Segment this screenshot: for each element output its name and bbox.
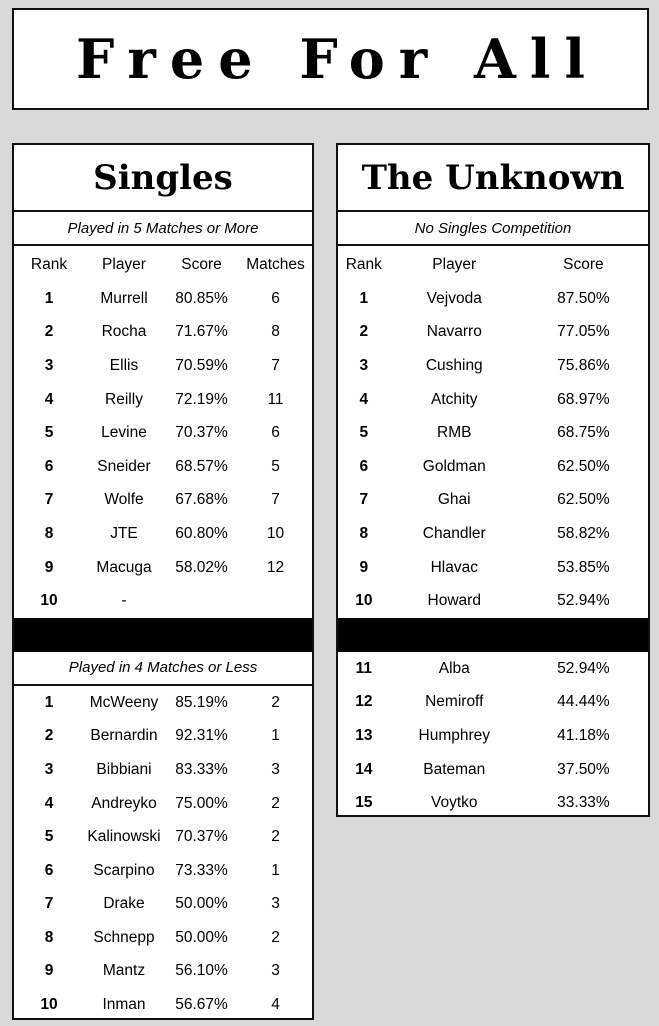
cell-player: Vejvoda (426, 289, 482, 307)
cell-rank: 9 (44, 962, 54, 980)
cell-player: Nemiroff (425, 693, 484, 711)
cell-player: Alba (438, 659, 470, 677)
cell-player: Hlavac (430, 558, 478, 576)
cell-rank: 5 (44, 828, 54, 846)
unknown-section2-rows (338, 652, 648, 820)
cell-score: 53.85% (557, 558, 610, 576)
cell-score: 72.19% (175, 390, 228, 408)
cell-player: Humphrey (418, 726, 490, 744)
cell-player: Rocha (101, 323, 147, 341)
table-row (14, 450, 312, 484)
table-row (14, 720, 312, 754)
cell-rank: 2 (44, 323, 54, 341)
table-row (338, 316, 648, 350)
table-row (338, 282, 648, 316)
table-row (14, 787, 312, 821)
cell-score: 70.37% (175, 828, 228, 846)
cell-matches: 10 (266, 524, 285, 542)
cell-rank: 4 (44, 794, 54, 812)
cell-player: Levine (101, 424, 147, 442)
cell-rank: 2 (44, 727, 54, 745)
cell-player: Cushing (425, 356, 483, 374)
table-row (14, 854, 312, 888)
cell-score: 52.94% (557, 592, 610, 610)
cell-player: Bateman (423, 760, 486, 778)
cell-score: 70.59% (175, 356, 228, 374)
cell-rank: 12 (355, 693, 373, 711)
cell-rank: 10 (40, 592, 58, 610)
table-row (338, 753, 648, 787)
cell-score: 68.57% (175, 457, 228, 475)
cell-player: Scarpino (93, 861, 155, 879)
table-row (338, 450, 648, 484)
cell-matches: 6 (271, 424, 280, 442)
unknown-column-headers (338, 246, 648, 282)
column-header-rank: Rank (30, 256, 68, 273)
table-row (14, 517, 312, 551)
cell-score: 83.33% (175, 760, 228, 778)
cell-matches: 1 (271, 861, 280, 879)
cell-matches: 2 (271, 794, 280, 812)
table-row (338, 686, 648, 720)
cell-score: 41.18% (557, 726, 610, 744)
cell-player: Bernardin (90, 727, 158, 745)
table-row (14, 686, 312, 720)
cell-score: 52.94% (557, 659, 610, 677)
cell-player: Howard (427, 592, 481, 610)
cell-rank: 6 (44, 457, 54, 475)
cell-matches: 7 (271, 491, 280, 509)
cell-rank: 5 (44, 424, 54, 442)
cell-rank: 9 (359, 558, 369, 576)
table-row (338, 383, 648, 417)
cell-rank: 7 (359, 491, 369, 509)
cell-matches: 1 (271, 727, 280, 745)
column-header-matches: Matches (246, 256, 305, 273)
cell-rank: 9 (44, 558, 54, 576)
singles-column-headers (14, 246, 312, 282)
cell-score: 75.00% (175, 794, 228, 812)
cell-score: 77.05% (557, 323, 610, 341)
column-header-player: Player (102, 256, 146, 273)
cell-rank: 3 (44, 356, 54, 374)
table-row (338, 652, 648, 686)
cell-matches: 3 (271, 962, 280, 980)
cell-matches: 2 (271, 928, 280, 946)
cell-rank: 8 (44, 524, 54, 542)
section-divider (14, 618, 312, 652)
cell-rank: 11 (355, 659, 373, 677)
cell-player: Goldman (422, 457, 486, 475)
cell-score: 50.00% (175, 928, 228, 946)
cell-matches: 2 (271, 828, 280, 846)
table-row (14, 484, 312, 518)
cell-score: 56.10% (175, 962, 228, 980)
cell-player: JTE (110, 524, 138, 542)
singles-panel (12, 143, 314, 1020)
table-row (14, 988, 312, 1022)
table-row (338, 584, 648, 618)
table-row (14, 584, 312, 618)
cell-rank: 2 (359, 323, 369, 341)
cell-player: - (121, 592, 127, 610)
table-row (14, 416, 312, 450)
cell-score: 87.50% (557, 289, 610, 307)
table-row (14, 820, 312, 854)
cell-score: 92.31% (175, 727, 228, 745)
cell-score: 56.67% (175, 996, 228, 1014)
cell-score: 67.68% (175, 491, 228, 509)
cell-rank: 6 (44, 861, 54, 879)
table-row (14, 921, 312, 955)
cell-score: 71.67% (175, 323, 228, 341)
cell-matches: 2 (271, 693, 280, 711)
cell-matches: 11 (267, 390, 284, 408)
singles-section1-rows (14, 282, 312, 618)
singles-heading: Singles (14, 145, 312, 212)
cell-player: Schnepp (93, 928, 155, 946)
unknown-heading: The Unknown (338, 145, 648, 212)
singles-section1-label: Played in 5 Matches or More (14, 212, 312, 246)
table-row (338, 786, 648, 820)
cell-player: McWeeny (89, 693, 159, 711)
section-divider (338, 618, 648, 652)
table-row (14, 551, 312, 585)
cell-rank: 4 (44, 390, 54, 408)
cell-score: 44.44% (557, 693, 610, 711)
cell-player: Bibbiani (96, 760, 152, 778)
cell-score: 70.37% (175, 424, 228, 442)
cell-rank: 14 (355, 760, 373, 778)
table-row (14, 349, 312, 383)
cell-player: Voytko (430, 794, 478, 812)
cell-rank: 3 (44, 760, 54, 778)
table-row (14, 753, 312, 787)
cell-score: 50.00% (175, 895, 228, 913)
cell-score: 68.97% (557, 390, 610, 408)
cell-matches: 8 (271, 323, 280, 341)
singles-section2-label: Played in 4 Matches or Less (14, 652, 312, 686)
cell-score: 75.86% (557, 356, 610, 374)
table-row (14, 383, 312, 417)
cell-matches: 3 (271, 760, 280, 778)
cell-score: 62.50% (557, 457, 610, 475)
cell-player: Atchity (431, 390, 478, 408)
table-row (14, 282, 312, 316)
table-row (338, 517, 648, 551)
cell-matches: 7 (271, 356, 280, 374)
cell-score: 80.85% (175, 289, 228, 307)
cell-rank: 1 (44, 693, 54, 711)
cell-player: Reilly (105, 390, 143, 408)
cell-player: Andreyko (91, 794, 157, 812)
table-row (338, 416, 648, 450)
cell-player: Sneider (97, 457, 151, 475)
page-title: Free For All (76, 27, 599, 91)
cell-rank: 7 (44, 491, 54, 509)
cell-score: 73.33% (175, 861, 228, 879)
cell-player: Kalinowski (87, 828, 161, 846)
cell-player: Inman (102, 996, 146, 1014)
cell-rank: 8 (44, 928, 54, 946)
cell-player: Mantz (102, 962, 146, 980)
cell-player: Wolfe (104, 491, 144, 509)
cell-player: Ghai (437, 491, 471, 509)
column-header-rank: Rank (345, 256, 382, 273)
cell-score: 68.75% (557, 424, 610, 442)
cell-matches: 6 (271, 289, 280, 307)
cell-rank: 1 (44, 289, 54, 307)
cell-matches: 5 (271, 457, 280, 475)
table-row (338, 551, 648, 585)
cell-player: Navarro (426, 323, 482, 341)
cell-score: 58.82% (557, 524, 610, 542)
table-row (338, 484, 648, 518)
cell-rank: 10 (355, 592, 373, 610)
singles-section2-rows (14, 686, 312, 1022)
cell-rank: 10 (40, 996, 58, 1014)
cell-score: 33.33% (557, 794, 610, 812)
unknown-section-label: No Singles Competition (338, 212, 648, 246)
cell-matches: 4 (271, 996, 280, 1014)
unknown-section1-rows (338, 282, 648, 618)
cell-rank: 15 (355, 794, 373, 812)
cell-rank: 1 (359, 289, 369, 307)
cell-rank: 7 (44, 895, 54, 913)
table-row (338, 719, 648, 753)
column-header-score: Score (563, 256, 604, 273)
table-row (338, 349, 648, 383)
cell-player: Murrell (100, 289, 148, 307)
cell-rank: 5 (359, 424, 369, 442)
cell-score: 60.80% (175, 524, 228, 542)
cell-player: Macuga (96, 558, 152, 576)
cell-player: Drake (103, 895, 145, 913)
cell-matches: 12 (266, 558, 285, 576)
cell-score: 85.19% (175, 693, 228, 711)
cell-rank: 13 (355, 726, 373, 744)
cell-player: RMB (437, 424, 472, 442)
cell-score: 37.50% (557, 760, 610, 778)
cell-rank: 3 (359, 356, 369, 374)
cell-score: 62.50% (557, 491, 610, 509)
column-header-player: Player (432, 256, 477, 273)
unknown-panel (336, 143, 650, 817)
table-row (14, 888, 312, 922)
cell-score: 58.02% (175, 558, 228, 576)
cell-matches: 3 (271, 895, 280, 913)
cell-rank: 8 (359, 524, 369, 542)
cell-rank: 4 (359, 390, 369, 408)
cell-rank: 6 (359, 457, 369, 475)
title-banner (12, 8, 649, 110)
table-row (14, 955, 312, 989)
cell-player: Ellis (109, 356, 139, 374)
column-header-score: Score (181, 256, 222, 273)
cell-player: Chandler (422, 524, 486, 542)
table-row (14, 316, 312, 350)
